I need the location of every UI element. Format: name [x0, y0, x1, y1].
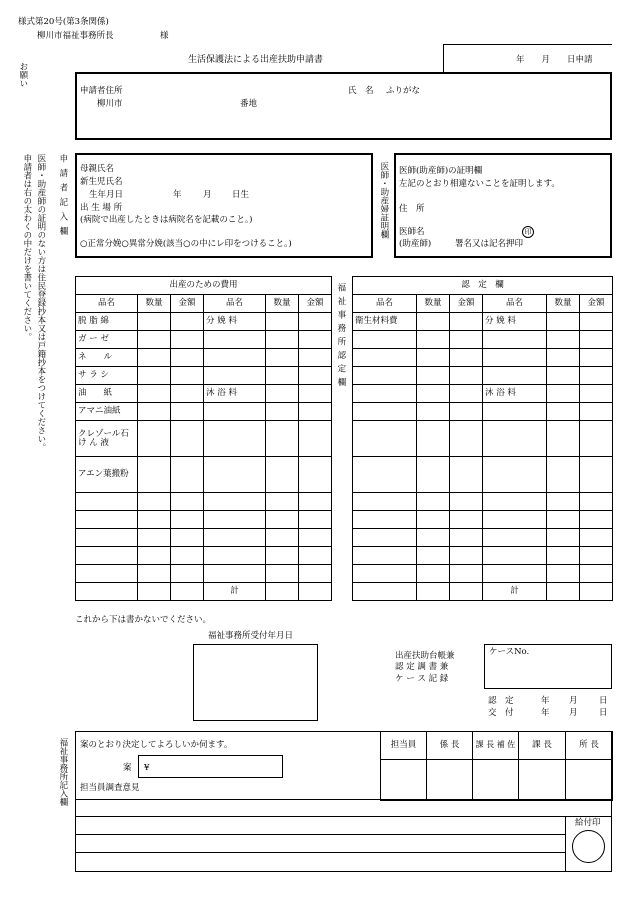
certified-table-title: 認 定 欄: [353, 277, 613, 295]
cost-header-amount2: 金額: [299, 295, 332, 313]
baby-name-label: 新生児氏名: [80, 177, 123, 187]
applicant-name-label: 氏 名: [348, 86, 374, 96]
nintei-label: 認 定: [488, 696, 514, 706]
cost-total-label: 計: [204, 583, 266, 601]
application-date[interactable]: 年 月 日申請: [516, 55, 593, 65]
birth-year: 年: [173, 190, 182, 200]
ledger-line2: 認 定 調 書 兼: [395, 662, 449, 672]
welfare-entry-label: 福祉事務所記入欄: [57, 738, 68, 806]
addressee-honorific: 様: [160, 31, 169, 41]
cost-item-sarashi: サ ラ シ: [76, 367, 138, 385]
note-no-certificate: 医師・助産師の証明のない方は住民登録抄本又は戸籍抄本をつけてください。: [35, 154, 46, 452]
cert-header-qty2: 数量: [547, 295, 580, 313]
koufu-label: 交 付: [488, 708, 514, 718]
payment-seal-label: 給付印: [575, 818, 601, 828]
delivery-type[interactable]: ○正常分娩○異常分娩(該当○の中にレ印をつけること。): [80, 239, 292, 249]
yen-sign: ¥: [144, 763, 150, 773]
certified-table: [352, 276, 613, 601]
applicant-section-label: 申請者記入欄: [57, 154, 68, 241]
cost-header-qty2: 数量: [266, 295, 299, 313]
cost-table: [75, 276, 332, 601]
stamp-kachohosa[interactable]: [473, 760, 519, 801]
koufu-day: 日: [599, 708, 608, 718]
cost-item-dasshimen: 脱 脂 綿: [76, 313, 138, 331]
stamp-shocho[interactable]: [566, 760, 613, 801]
payment-seal-circle[interactable]: [572, 830, 605, 863]
cert-header-item2: 品名: [483, 295, 547, 313]
koufu-year: 年: [541, 708, 550, 718]
stamp-kakaricho[interactable]: [427, 760, 473, 801]
doctor-sign-label: 署名又は記名押印: [455, 239, 524, 249]
cert-item-bunben: 分 娩 料: [483, 313, 547, 331]
doctor-address-label: 住 所: [399, 204, 425, 214]
applicant-banchi: 番地: [240, 99, 258, 109]
role-kacho: 課 長: [519, 732, 566, 760]
doctor-name-label: 医師名: [399, 227, 425, 237]
applicant-address-label: 申請者住所: [80, 86, 123, 96]
birth-month: 月: [203, 190, 212, 200]
approval-an: 案: [123, 763, 132, 773]
stamp-kacho[interactable]: [519, 760, 566, 801]
cost-header-item1: 品名: [76, 295, 138, 313]
nintei-year: 年: [541, 696, 550, 706]
role-tantouin: 担当員: [381, 732, 427, 760]
do-not-write-note: これから下は書かないでください。: [75, 615, 212, 625]
doctor-section-label: 医師・助産婦証明欄: [378, 162, 389, 239]
stamp-tantouin[interactable]: [381, 760, 427, 801]
role-shocho: 所 長: [566, 732, 613, 760]
received-date-box[interactable]: [193, 644, 318, 721]
cert-header-item1: 品名: [353, 295, 417, 313]
role-kakaricho: 係 長: [427, 732, 473, 760]
cert-header-amount1: 金額: [450, 295, 483, 313]
koufu-month: 月: [569, 708, 578, 718]
cost-item-mokuyoku: 沐 浴 料: [204, 385, 266, 403]
case-number-label: ケースNo.: [489, 647, 530, 657]
cert-header-qty1: 数量: [417, 295, 450, 313]
cost-item-yushi: 油 紙: [76, 385, 138, 403]
applicant-box: [75, 72, 612, 140]
mother-name-label: 母親氏名: [80, 164, 115, 174]
cert-item-eisei: 衛生材料費: [353, 313, 417, 331]
received-date-label: 福祉事務所受付年月日: [208, 631, 294, 641]
applicant-furigana: ふりがな: [386, 86, 421, 96]
cost-header-item2: 品名: [204, 295, 266, 313]
cost-header-qty1: 数量: [138, 295, 171, 313]
cost-item-amani: アマニ油紙: [76, 403, 138, 421]
birth-day: 日生: [232, 190, 250, 200]
welfare-cert-label: 福祉事務所認定欄: [335, 283, 346, 391]
note-apply-only: 申請者は右の太わくの中だけを書いてください。: [21, 154, 32, 341]
applicant-city: 柳川市: [97, 99, 123, 109]
cert-total-label: 計: [483, 583, 547, 601]
cost-item-gauze: ガ ー ゼ: [76, 331, 138, 349]
ledger-line1: 出産扶助台帳兼: [395, 651, 455, 661]
form-title: 生活保護法による出産扶助申請書: [188, 55, 324, 65]
doctor-statement: 左記のとおり相違ないことを証明します。: [399, 179, 560, 189]
birth-place-label: 出 生 場 所: [80, 203, 123, 213]
approval-text: 案のとおり決定してよろしいか伺ます。: [80, 740, 233, 750]
addressee: 柳川市福祉事務所長: [37, 31, 114, 41]
form-number: 様式第20号(第3条関係): [18, 17, 109, 27]
officer-opinion-label: 担当員調査意見: [80, 783, 140, 793]
doctor-title: 医師(助産師)の証明欄: [399, 166, 483, 176]
cost-item-neru: ネ ル: [76, 349, 138, 367]
role-kachohosa: 課 長 補 佐: [473, 732, 519, 760]
cost-header-amount1: 金額: [171, 295, 204, 313]
cost-item-aen: アエン葉搬粉: [76, 457, 138, 493]
midwife-label: (助産師): [399, 239, 432, 249]
cert-header-amount2: 金額: [580, 295, 613, 313]
approval-amount-field[interactable]: [138, 755, 283, 778]
cost-item-cresol: クレゾール石 け ん 液: [76, 421, 138, 457]
nintei-month: 月: [569, 696, 578, 706]
hospital-note: (病院で出産したときは病院名を記載のこと。): [80, 215, 253, 225]
nintei-day: 日: [599, 696, 608, 706]
seal-icon: 印: [522, 226, 534, 238]
ledger-line3: ケ ー ス 記 録: [395, 674, 449, 684]
note-onegai: お願い: [17, 62, 28, 88]
cost-table-title: 出産のための費用: [76, 277, 332, 295]
cost-item-bunben: 分 娩 料: [204, 313, 266, 331]
birth-date-label: 生年月日: [89, 190, 124, 200]
approval-stamp-table: [380, 731, 613, 801]
cert-item-mokuyoku: 沐 浴 料: [483, 385, 547, 403]
